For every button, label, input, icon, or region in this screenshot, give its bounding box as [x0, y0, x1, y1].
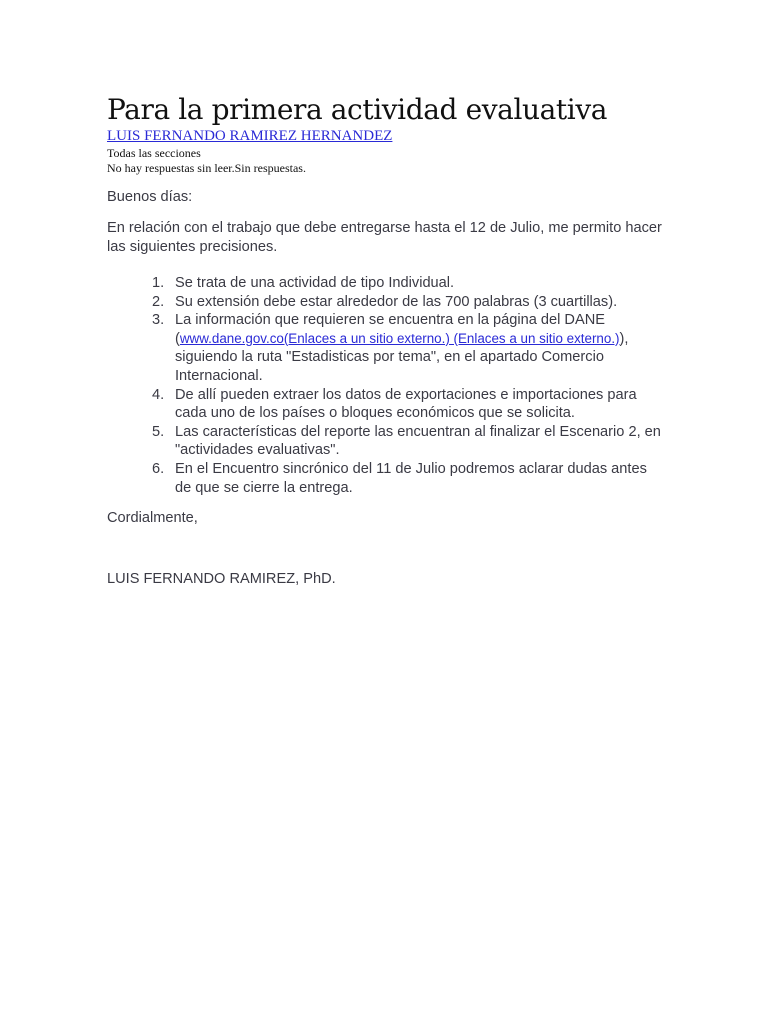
list-item: [152, 423, 667, 460]
intro-paragraph: En relación con el trabajo que debe entregarse hasta el 12 de Julio, me permito hacer las siguientes precisiones.: [107, 220, 662, 255]
list-item-text: Se trata de una actividad de tipo Individual.: [175, 275, 455, 291]
list-item-number: 3.: [152, 312, 165, 329]
list-item-number: 4.: [152, 386, 165, 403]
list-item: [152, 293, 667, 312]
closing-text: Cordialmente,: [107, 510, 198, 526]
list-item-text-after: ), siguiendo la ruta "Estadisticas por tema", en el apartado Comercio Internacional.: [175, 330, 629, 384]
list-item-number: 2.: [152, 293, 165, 310]
list-item-number: 1.: [152, 275, 165, 291]
instructions-list: [107, 274, 667, 497]
list-item: [152, 460, 667, 497]
list-item-number: 5.: [152, 423, 165, 440]
author-link[interactable]: LUIS FERNANDO RAMIREZ HERNANDEZ: [107, 128, 393, 144]
signature-text: LUIS FERNANDO RAMIREZ, PhD.: [107, 571, 336, 587]
dane-external-link[interactable]: www.dane.gov.co(Enlaces a un sitio externo.) (Enlaces a un sitio externo.): [179, 330, 620, 346]
list-item: [152, 274, 667, 293]
greeting-text: Buenos días:: [107, 189, 193, 205]
list-item-text: Las características del reporte las encuentran al finalizar el Escenario 2, en "actividades evaluativas".: [175, 423, 661, 459]
list-item-text: En el Encuentro sincrónico del 11 de Julio podremos aclarar dudas antes de que se cierre la entrega.: [175, 460, 647, 496]
list-item-number: 6.: [152, 460, 165, 477]
list-item: [152, 311, 667, 385]
replies-status: No hay respuestas sin leer.Sin respuestas.: [107, 161, 306, 175]
list-item-text: De allí pueden extraer los datos de exportaciones e importaciones para cada uno de los países o bloques económicos que se solicita.: [175, 386, 637, 422]
list-item-text: Su extensión debe estar alrededor de las 700 palabras (3 cuartillas).: [175, 293, 618, 310]
list-item: [152, 386, 667, 423]
list-item-text-before: La información que requieren se encuentra en la página del DANE (: [175, 312, 605, 347]
post-title: Para la primera actividad evaluativa: [107, 93, 608, 126]
sections-label: Todas las secciones: [107, 146, 201, 160]
